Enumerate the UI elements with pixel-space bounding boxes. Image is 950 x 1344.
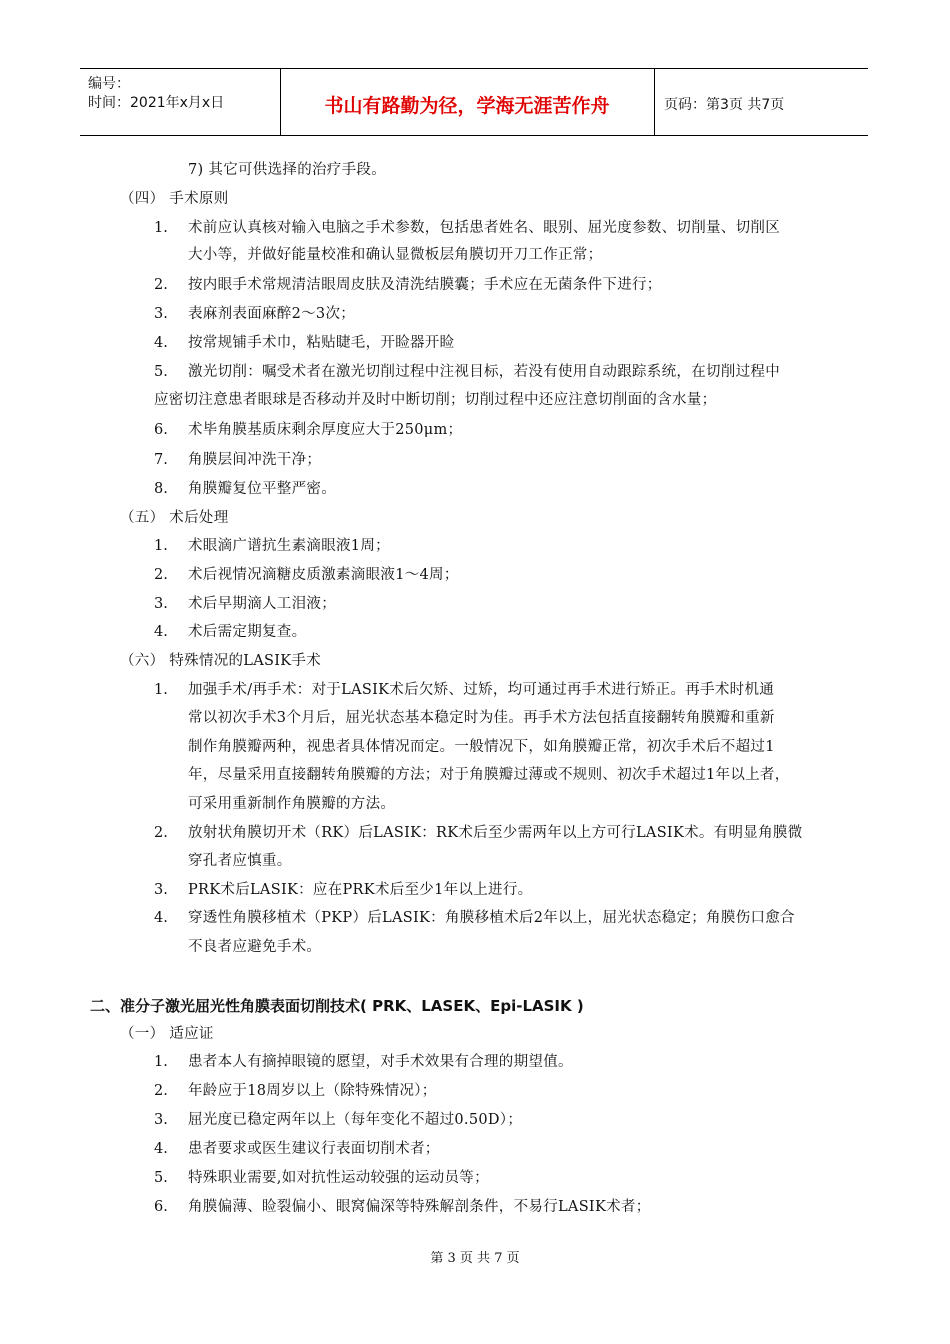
list-item-continuation: 制作角膜瓣两种，视患者具体情况而定。一般情况下，如角膜瓣正常，初次手术后不超过1	[188, 739, 775, 755]
list-item: 术后早期滴人工泪液；	[188, 596, 336, 612]
list-item: 加强手术/再手术：对于LASIK术后欠矫、过矫，均可通过再手术进行矫正。再手术时机通	[188, 682, 775, 698]
list-number: 3.	[154, 306, 168, 322]
list-item: 角膜层间冲洗干净；	[188, 452, 322, 468]
list-number: 5.	[154, 364, 168, 380]
list-item-continuation: 大小等，并做好能量校准和确认显微板层角膜切开刀工作正常；	[188, 247, 603, 263]
list-number: 3.	[154, 1112, 168, 1128]
list-item: 表麻剂表面麻醉2～3次；	[188, 306, 356, 322]
list-item: PRK术后LASIK：应在PRK术后至少1年以上进行。	[188, 882, 533, 898]
list-number: 1.	[154, 682, 168, 698]
list-number: 7.	[154, 452, 168, 468]
list-number: 1.	[154, 538, 168, 554]
list-number: 1.	[154, 1054, 168, 1070]
list-item-continuation: 常以初次手术3个月后，屈光状态基本稳定时为佳。再手术方法包括直接翻转角膜瓣和重新	[188, 710, 775, 726]
list-item: 术后视情况滴糖皮质激素滴眼液1～4周；	[188, 567, 459, 583]
section-heading: （五） 术后处理	[120, 510, 229, 526]
list-item: 放射状角膜切开术（RK）后LASIK：RK术后至少需两年以上方可行LASIK术。有明显角膜微	[188, 825, 803, 841]
list-number: 6.	[154, 1199, 168, 1215]
document-number-label: 编号：	[88, 76, 130, 92]
list-number: 6.	[154, 422, 168, 438]
list-number: 1.	[154, 220, 168, 236]
list-item-continuation: 可采用重新制作角膜瓣的方法。	[188, 796, 396, 812]
header-motto: 书山有路勤为径，学海无涯苦作舟	[324, 95, 610, 117]
section-heading: （四） 手术原则	[120, 191, 229, 207]
list-number: 4.	[154, 910, 168, 926]
list-item: 激光切削：嘱受术者在激光切削过程中注视目标，若没有使用自动跟踪系统，在切削过程中	[188, 364, 780, 380]
list-number: 4.	[154, 1141, 168, 1157]
list-item: 特殊职业需要,如对抗性运动较强的运动员等；	[188, 1170, 489, 1186]
list-item: 术后需定期复查。	[188, 624, 307, 640]
list-item: 角膜偏薄、睑裂偏小、眼窝偏深等特殊解剖条件，不易行LASIK术者；	[188, 1199, 651, 1215]
list-item: 术前应认真核对输入电脑之手术参数，包括患者姓名、眼别、屈光度参数、切削量、切削区	[188, 220, 780, 236]
list-item: 屈光度已稳定两年以上（每年变化不超过0.50D）；	[188, 1112, 523, 1128]
list-number: 2.	[154, 567, 168, 583]
list-item: 患者本人有摘掉眼镜的愿望，对手术效果有合理的期望值。	[188, 1054, 573, 1070]
section-heading: （一） 适应证	[120, 1026, 214, 1042]
list-number: 8.	[154, 481, 168, 497]
section-heading: （六） 特殊情况的LASIK手术	[120, 653, 322, 669]
header-divider	[654, 69, 655, 135]
list-number: 3.	[154, 882, 168, 898]
list-number: 4.	[154, 624, 168, 640]
page-header	[80, 68, 868, 136]
list-item-continuation: 穿孔者应慎重。	[188, 853, 292, 869]
list-item: 穿透性角膜移植术（PKP）后LASIK：角膜移植术后2年以上，屈光状态稳定；角膜伤口愈合	[188, 910, 795, 926]
list-item: 角膜瓣复位平整严密。	[188, 481, 336, 497]
list-item-continuation: 不良者应避免手术。	[188, 939, 322, 955]
list-item: 7) 其它可供选择的治疗手段。	[188, 162, 386, 178]
list-item-continuation: 应密切注意患者眼球是否移动并及时中断切削；切削过程中还应注意切削面的含水量；	[154, 392, 717, 408]
list-number: 2.	[154, 1083, 168, 1099]
list-number: 2.	[154, 825, 168, 841]
list-item: 患者要求或医生建议行表面切削术者；	[188, 1141, 440, 1157]
list-number: 2.	[154, 277, 168, 293]
list-number: 3.	[154, 596, 168, 612]
list-item: 年龄应于18周岁以上（除特殊情况）；	[188, 1083, 437, 1099]
chapter-heading: 二、准分子激光屈光性角膜表面切削技术( PRK、LASEK、Epi-LASIK )	[90, 997, 584, 1015]
list-item: 术毕角膜基质床剩余厚度应大于250μm；	[188, 422, 463, 438]
document-date-label: 时间：2021年x月x日	[88, 95, 225, 111]
list-item: 按内眼手术常规清洁眼周皮肤及清洗结膜囊；手术应在无菌条件下进行；	[188, 277, 662, 293]
list-number: 4.	[154, 335, 168, 351]
list-item: 术眼滴广谱抗生素滴眼液1周；	[188, 538, 390, 554]
list-item: 按常规铺手术巾，粘贴睫毛，开睑器开睑	[188, 335, 455, 351]
page-footer: 第 3 页 共 7 页	[430, 1251, 520, 1266]
list-item-continuation: 年，尽量采用直接翻转角膜瓣的方法；对于角膜瓣过薄或不规则、初次手术超过1年以上者，	[188, 767, 790, 783]
header-page-number: 页码：第3页 共7页	[664, 97, 785, 113]
list-number: 5.	[154, 1170, 168, 1186]
